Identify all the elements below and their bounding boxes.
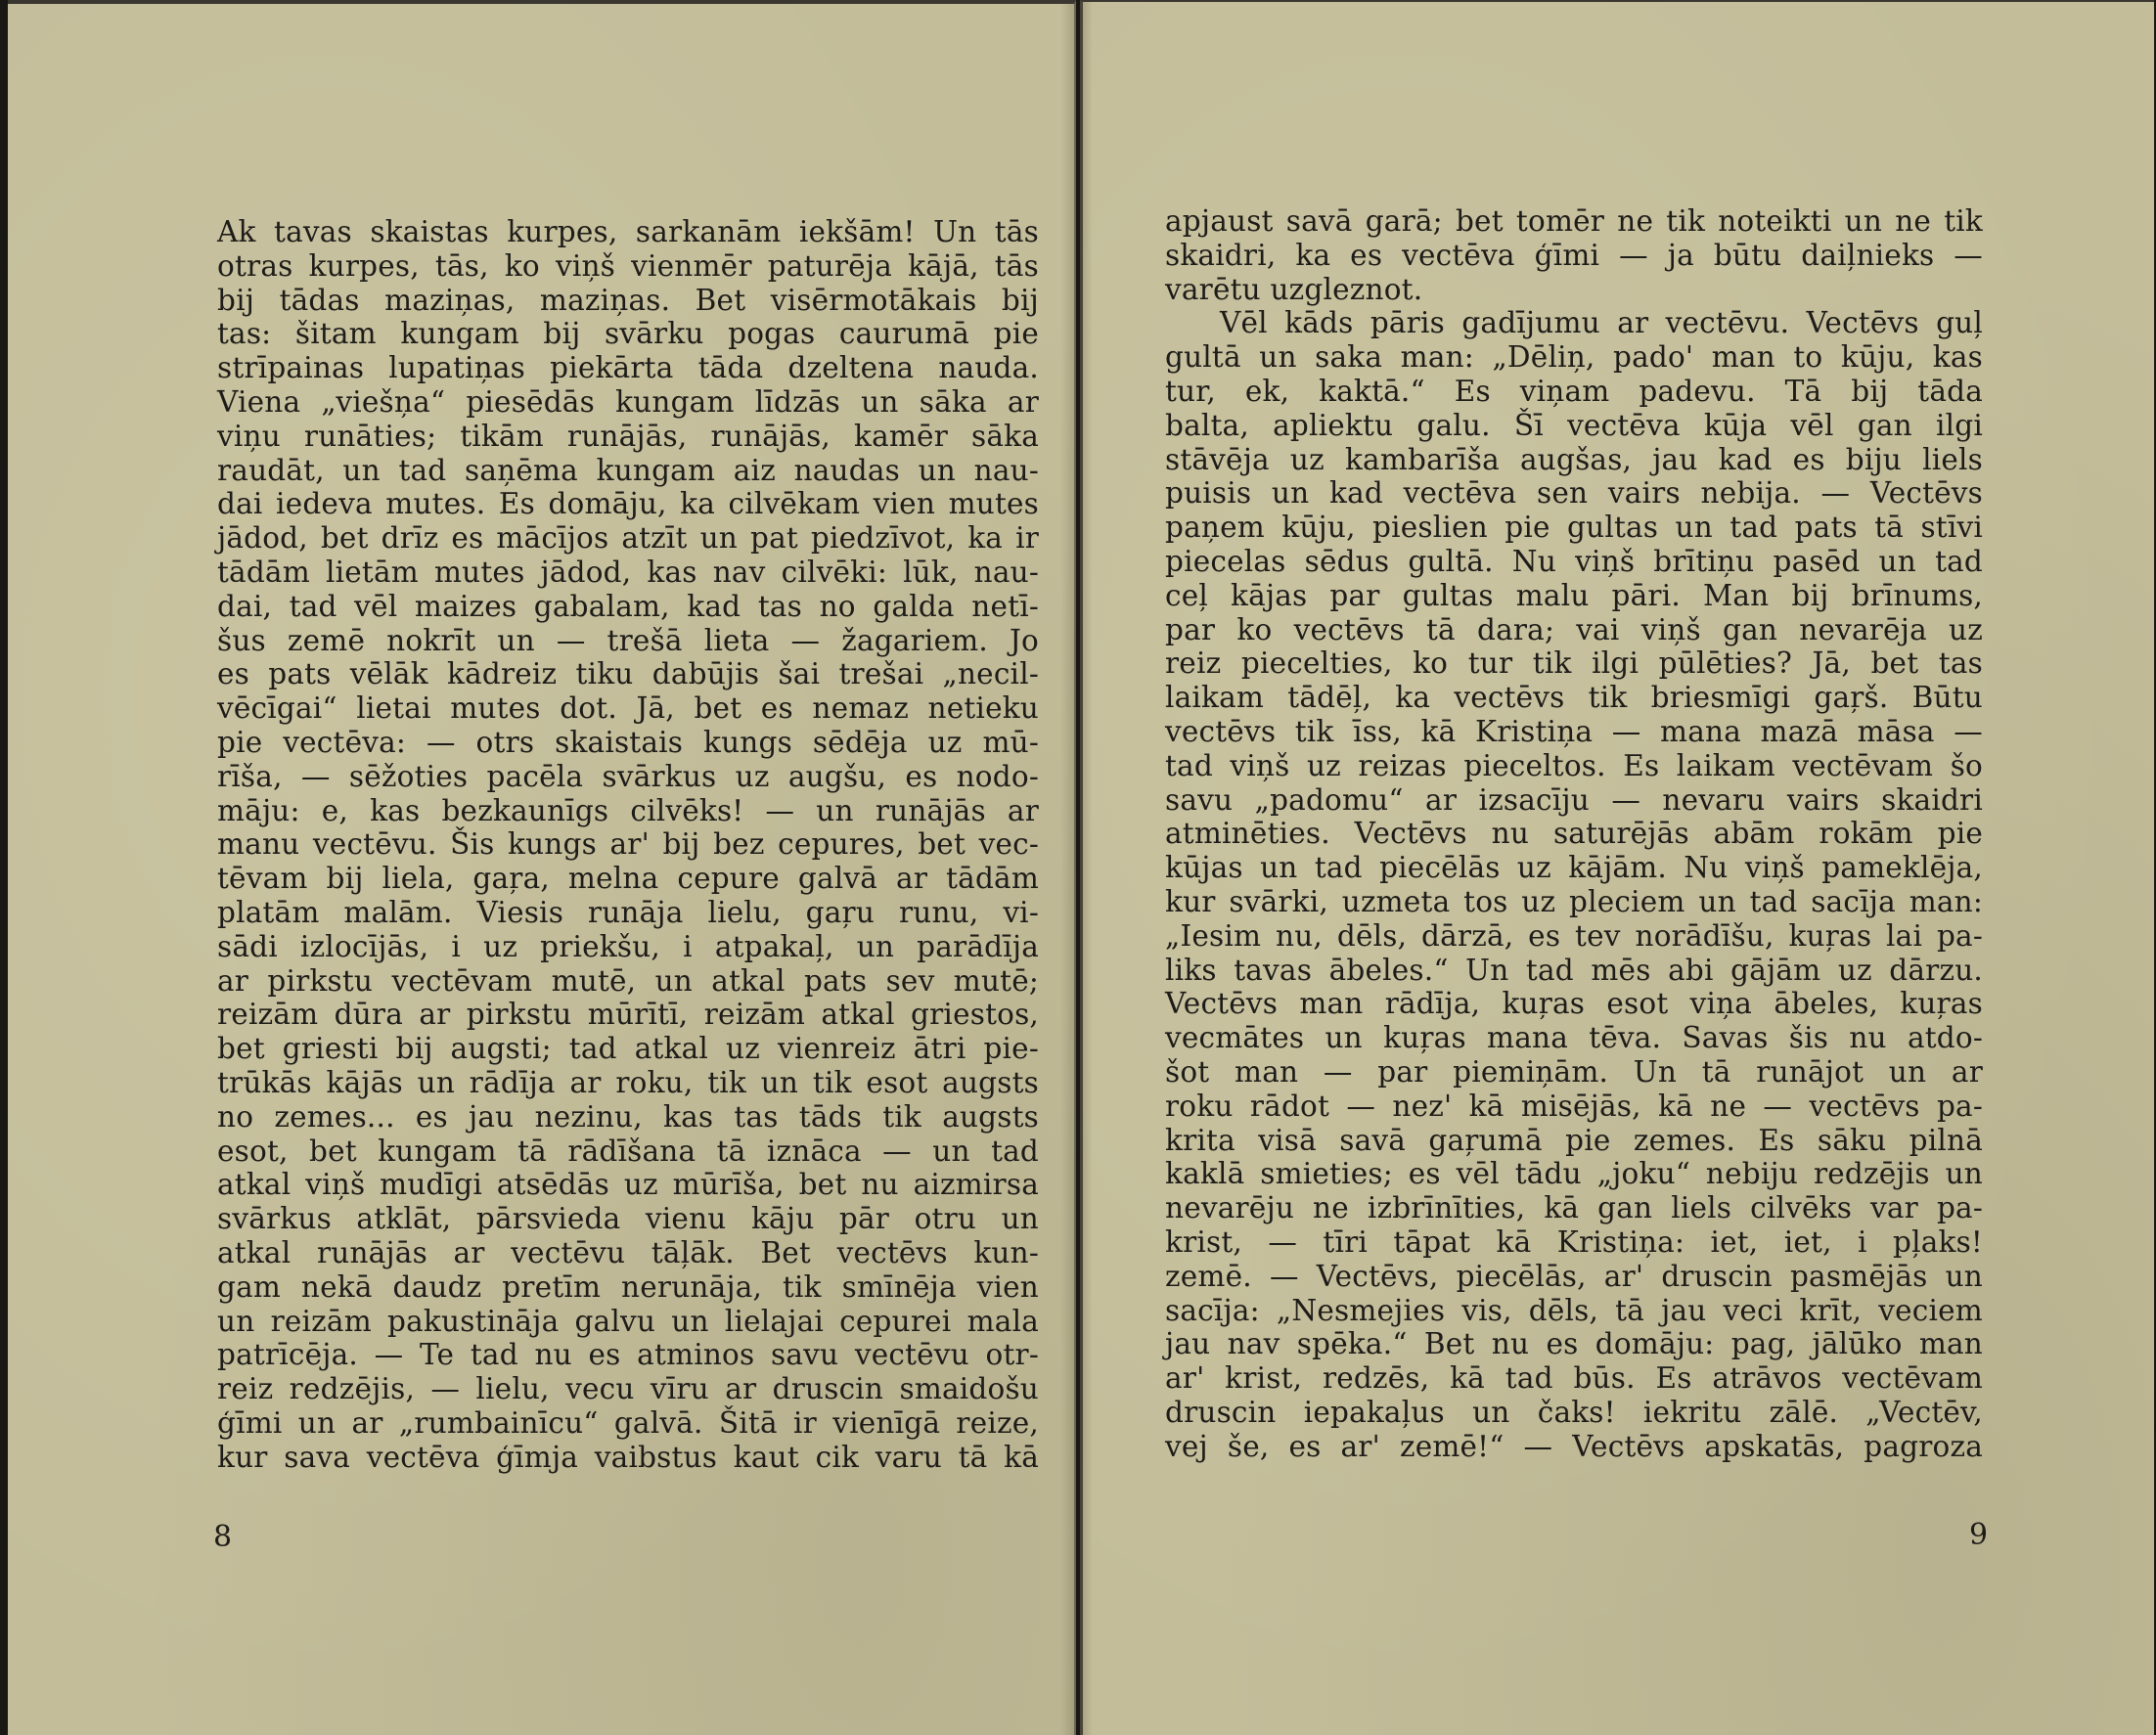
text-line: Vēl kāds pāris gadījumu ar vectēvu. Vectēvs guļ [1220, 306, 1983, 340]
text-line: atkal runājās ar vectēvu tāļāk. Bet vectēvs kun- [217, 1235, 1039, 1269]
text-line: šot man — par piemiņām. Un tā runājot un ar [1165, 1054, 1983, 1089]
text-line: tādām lietām mutes jādod, kas nav cilvēki: lūk, nau- [217, 555, 1039, 589]
text-line: vej še, es ar' zemē!“ — Vectēvs apskatās, pagroza [1165, 1429, 1983, 1463]
text-line: raudāt, un tad saņēma kungam aiz naudas un nau- [217, 453, 1039, 487]
text-line: reiz redzējis, — lielu, vecu vīru ar druscin smaidošu [217, 1372, 1039, 1406]
right-page [1080, 0, 2154, 1735]
text-line: stāvēja uz kambarīša augšas, jau kad es biju liels [1165, 442, 1983, 476]
text-line: gam nekā daudz pretīm nerunāja, tik smīnēja vien [217, 1269, 1039, 1304]
left-page-text [217, 215, 1039, 1474]
text-line: bij tādas maziņas, maziņas. Bet visērmotākais bij [217, 283, 1039, 317]
text-line: un reizām pakustināja galvu un lielajai cepurei mala [217, 1304, 1039, 1338]
text-line: Viena „viešņa“ piesēdās kungam līdzās un sāka ar [217, 384, 1039, 419]
text-line: zemē. — Vectēvs, piecēlās, ar' druscin pasmējās un [1165, 1259, 1983, 1293]
text-line: trūkās kājās un rādīja ar roku, tik un tik esot augsts [217, 1065, 1039, 1099]
gutter-shadow [1083, 2, 1093, 1735]
text-line: gultā un saka man: „Dēliņ, pado' man to kūju, kas [1165, 340, 1983, 375]
text-line: savu „padomu“ ar izsacīju — nevaru vairs skaidri [1165, 782, 1983, 817]
text-line: atminēties. Vectēvs nu saturējās abām rokām pie [1165, 817, 1983, 851]
text-line: jādod, bet drīz es mācījos atzīt un pat piedzīvot, ka ir [217, 521, 1039, 556]
text-line: jau nav spēka.“ Bet nu es domāju: pag, jālūko man [1165, 1327, 1983, 1361]
text-line: svārkus atklāt, pārsvieda vienu kāju pār otru un [217, 1202, 1039, 1236]
text-line: no zemes... es jau nezinu, kas tas tāds tik augsts [217, 1099, 1039, 1134]
text-line: strīpainas lupatiņas piekārta tāda dzeltena nauda. [217, 351, 1039, 385]
text-line: druscin iepakaļus un čaks! iekritu zālē. „Vectēv, [1165, 1395, 1983, 1429]
text-line: kūjas un tad piecēlās uz kājām. Nu viņš pameklēja, [1165, 851, 1983, 885]
text-line: laikam tādēļ, ka vectēvs tik briesmīgi gaŗš. Būtu [1165, 681, 1983, 715]
text-line: krist, — tīri tāpat kā Kristiņa: iet, iet, i pļaks! [1165, 1224, 1983, 1259]
text-line: viņu runāties; tikām runājās, runājās, kamēr sāka [217, 419, 1039, 453]
text-line: otras kurpes, tās, ko viņš vienmēr paturēja kājā, tās [217, 248, 1039, 283]
text-line: dai, tad vēl maizes gabalam, kad tas no galda netī- [217, 589, 1039, 623]
text-line: sādi izlocījās, i uz priekšu, i atpakaļ, un parādīja [217, 929, 1039, 963]
text-line: varētu uzgleznot. [1165, 272, 1423, 306]
text-line: bet griesti bij augsti; tad atkal uz vienreiz ātri pie- [217, 1032, 1039, 1066]
text-line: balta, apliektu galu. Šī vectēva kūja vēl gan ilgi [1165, 408, 1983, 442]
text-line: sacīja: „Nesmejies vis, dēls, tā jau veci krīt, veciem [1165, 1293, 1983, 1327]
text-line: atkal viņš mudīgi atsēdās uz mūrīša, bet nu aizmirsa [217, 1168, 1039, 1202]
left-page-number: 8 [213, 1520, 233, 1554]
text-line: Vectēvs man rādīja, kuŗas esot viņa ābeles, kuŗas [1165, 987, 1983, 1021]
text-line: nevarēju ne izbrīnīties, kā gan liels cilvēks var pa- [1165, 1191, 1983, 1225]
text-line: ar' krist, redzēs, kā tad būs. Es atrāvos vectēvam [1165, 1361, 1983, 1396]
text-line: pie vectēva: — otrs skaistais kungs sēdēja uz mū- [217, 725, 1039, 759]
text-line: puisis un kad vectēva sen vairs nebija. — Vectēvs [1165, 476, 1983, 511]
text-line: es pats vēlāk kādreiz tiku dabūjis šai trešai „necil- [217, 657, 1039, 691]
text-line: paņem kūju, pieslien pie gultas un tad pats tā stīvi [1165, 511, 1983, 545]
text-line: vecmātes un kuŗas mana tēva. Savas šis nu atdo- [1165, 1021, 1983, 1055]
text-line: krita visā savā gaŗumā pie zemes. Es sāku pilnā [1165, 1123, 1983, 1157]
text-line: skaidri, ka es vectēva ģīmi — ja būtu daiļnieks — [1165, 238, 1983, 272]
text-line: piecelas sēdus gultā. Nu viņš brītiņu pasēd un tad [1165, 544, 1983, 578]
text-line: patrīcēja. — Te tad nu es atminos savu vectēvu otr- [217, 1338, 1039, 1372]
text-line: reizām dūra ar pirkstu mūrītī, reizām atkal griestos, [217, 998, 1039, 1032]
text-line: tad viņš uz reizas pieceltos. Es laikam vectēvam šo [1165, 748, 1983, 782]
text-line: kur svārki, uzmeta tos uz pleciem un tad sacīja man: [1165, 884, 1983, 918]
text-line: kaklā smieties; es vēl tādu „joku“ nebiju redzējis un [1165, 1157, 1983, 1191]
right-page-number: 9 [1969, 1518, 1989, 1552]
text-line: reiz piecelties, ko tur tik ilgi pūlēties? Jā, bet tas [1165, 646, 1983, 681]
text-line: rīša, — sēžoties pacēla svārkus uz augšu, es nodo- [217, 759, 1039, 793]
text-line: ar pirkstu vectēvam mutē, un atkal pats sev mutē; [217, 963, 1039, 998]
text-line: manu vectēvu. Šis kungs ar' bij bez cepures, bet vec- [217, 827, 1039, 862]
text-line: šus zemē nokrīt un — trešā lieta — žagariem. Jo [217, 623, 1039, 657]
text-line: dai iedeva mutes. Es domāju, ka cilvēkam vien mutes [217, 487, 1039, 521]
text-line: tur, ek, kaktā.“ Es viņam padevu. Tā bij tāda [1165, 374, 1983, 408]
text-line: apjaust savā garā; bet tomēr ne tik noteikti un ne tik [1165, 204, 1983, 238]
text-line: par ko vectēvs tā dara; vai viņš gan nevarēja uz [1165, 612, 1983, 646]
text-line: tēvam bij liela, gaŗa, melna cepure galvā ar tādām [217, 862, 1039, 896]
text-line: ģīmi un ar „rumbainīcu“ galvā. Šitā ir vienīgā reize, [217, 1405, 1039, 1440]
text-line: Ak tavas skaistas kurpes, sarkanām iekšām! Un tās [217, 215, 1039, 248]
text-line: liks tavas ābeles.“ Un tad mēs abi gājām uz dārzu. [1165, 953, 1983, 987]
right-page-text [1165, 204, 1983, 1463]
text-line: esot, bet kungam tā rādīšana tā iznāca — un tad [217, 1134, 1039, 1168]
text-line: ceļ kājas par gultas malu pāri. Man bij brīnums, [1165, 578, 1983, 612]
left-page [8, 0, 1076, 1735]
text-line: „Iesim nu, dēls, dārzā, es tev norādīšu, kuŗas lai pa- [1165, 918, 1983, 953]
text-line: vectēvs tik īss, kā Kristiņa — mana mazā māsa — [1165, 714, 1983, 748]
text-line: roku rādot — nez' kā misējās, kā ne — vectēvs pa- [1165, 1089, 1983, 1123]
text-line: māju: e, kas bezkaunīgs cilvēks! — un runājās ar [217, 793, 1039, 827]
text-line: tas: šitam kungam bij svārku pogas caurumā pie [217, 317, 1039, 351]
gutter-shadow [1060, 4, 1074, 1735]
text-line: vēcīgai“ lietai mutes dot. Jā, bet es nemaz netieku [217, 691, 1039, 726]
text-line: platām malām. Viesis runāja lielu, gaŗu runu, vi- [217, 895, 1039, 929]
text-line: kur sava vectēva ģīmja vaibstus kaut cik varu tā kā [217, 1440, 1039, 1474]
